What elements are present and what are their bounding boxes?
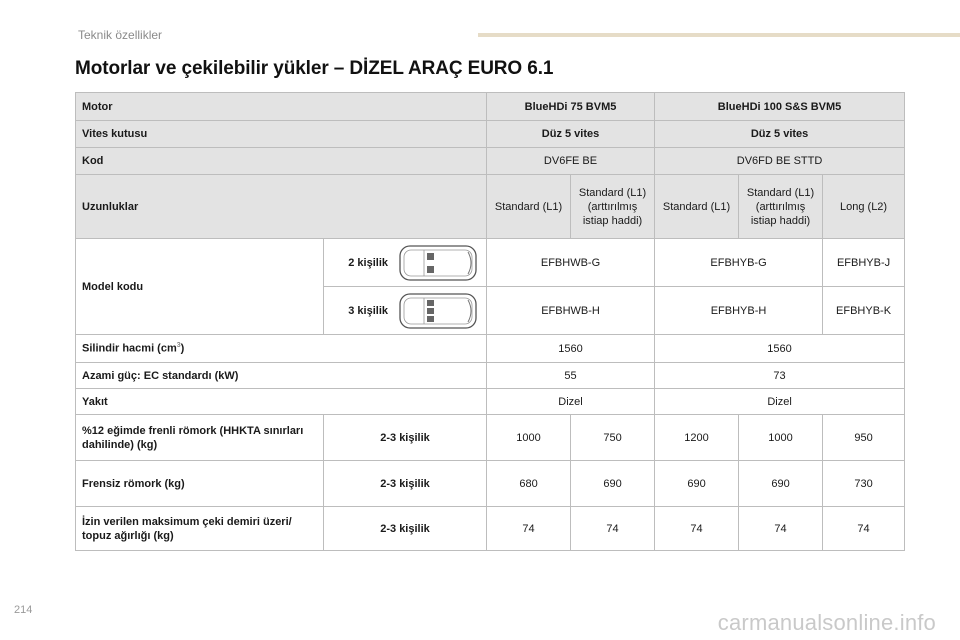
cell-towbar: 74 — [739, 507, 823, 551]
row-motor — [76, 93, 905, 121]
row-model-code-2 — [76, 239, 905, 287]
cell-length-3: Standard (L1) — [655, 175, 739, 239]
cell-length-1: Standard (L1) — [487, 175, 571, 239]
cell-model-code: EFBHYB-J — [823, 239, 905, 287]
page-number: 214 — [14, 604, 33, 616]
row-fuel — [76, 389, 905, 415]
row-label: Motor — [76, 93, 487, 121]
cell-towbar: 74 — [571, 507, 655, 551]
cell-towbar: 74 — [655, 507, 739, 551]
cell-power-2: 73 — [655, 363, 905, 389]
cell-code-2: DV6FD BE STTD — [655, 148, 905, 175]
page-title: Motorlar ve çekilebilir yükler – DİZEL ARAÇ EURO 6.1 — [75, 58, 554, 79]
row-code — [76, 148, 905, 175]
cell-towbar: 74 — [487, 507, 571, 551]
watermark: carmanualsonline.info — [717, 610, 936, 635]
row-label: Model kodu — [76, 239, 324, 335]
cell-braked: 750 — [571, 415, 655, 461]
cell-code-1: DV6FE BE — [487, 148, 655, 175]
persons-label: 2-3 kişilik — [324, 461, 487, 507]
persons-label: 3 kişilik — [348, 304, 389, 317]
persons-label: 2 kişilik — [348, 256, 389, 269]
persons-label: 2-3 kişilik — [324, 507, 487, 551]
cell-fuel-2: Dizel — [655, 389, 905, 415]
cell-model-code: EFBHYB-K — [823, 287, 905, 335]
cell-displacement-2: 1560 — [655, 335, 905, 363]
van-3-seat-icon — [396, 291, 480, 331]
row-label: Frensiz römork (kg) — [76, 461, 324, 507]
engine-spec-table — [75, 92, 905, 551]
row-label: Azami güç: EC standardı (kW) — [76, 363, 487, 389]
cell-length-4: Standard (L1) (arttırılmış istiap haddi) — [739, 175, 823, 239]
row-towbar-load — [76, 507, 905, 551]
cell-braked: 1000 — [739, 415, 823, 461]
van-2-seat-icon — [396, 243, 480, 283]
cell-unbraked: 690 — [739, 461, 823, 507]
cell-model-code: EFBHYB-H — [655, 287, 823, 335]
row-displacement — [76, 335, 905, 363]
cell-model-code: EFBHWB-G — [487, 239, 655, 287]
row-unbraked-trailer — [76, 461, 905, 507]
cell-towbar: 74 — [823, 507, 905, 551]
cell-braked: 1200 — [655, 415, 739, 461]
row-braked-trailer — [76, 415, 905, 461]
persons-label: 2-3 kişilik — [324, 415, 487, 461]
cell-model-code: EFBHYB-G — [655, 239, 823, 287]
section-bar — [478, 33, 960, 37]
row-label: Silindir hacmi $(cm^3)$ — [76, 335, 487, 363]
cell-engine-2: BlueHDi 100 S&S BVM5 — [655, 93, 905, 121]
row-power — [76, 363, 905, 389]
section-label: Teknik özellikler — [78, 28, 163, 42]
cell-gearbox-2: Düz 5 vites — [655, 121, 905, 148]
cell-unbraked: 680 — [487, 461, 571, 507]
cell-unbraked: 690 — [571, 461, 655, 507]
cell-unbraked: 730 — [823, 461, 905, 507]
row-label: Vites kutusu — [76, 121, 487, 148]
row-label: İzin verilen maksimum çeki demiri üzeri/ topuz ağırlığı (kg) — [76, 507, 324, 551]
row-label: Kod — [76, 148, 487, 175]
cell-displacement-1: 1560 — [487, 335, 655, 363]
persons-cell — [324, 287, 487, 335]
cell-fuel-1: Dizel — [487, 389, 655, 415]
cell-braked: 1000 — [487, 415, 571, 461]
cell-braked: 950 — [823, 415, 905, 461]
cell-model-code: EFBHWB-H — [487, 287, 655, 335]
row-label: Uzunluklar — [76, 175, 487, 239]
row-lengths — [76, 175, 905, 239]
row-gearbox — [76, 121, 905, 148]
cell-length-2: Standard (L1) (arttırılmış istiap haddi) — [571, 175, 655, 239]
row-label: %12 eğimde frenli römork (HHKTA sınırları dahilinde) (kg) — [76, 415, 324, 461]
row-label: Yakıt — [76, 389, 487, 415]
cell-unbraked: 690 — [655, 461, 739, 507]
cell-power-1: 55 — [487, 363, 655, 389]
cell-gearbox-1: Düz 5 vites — [487, 121, 655, 148]
cell-length-5: Long (L2) — [823, 175, 905, 239]
cell-engine-1: BlueHDi 75 BVM5 — [487, 93, 655, 121]
persons-cell — [324, 239, 487, 287]
